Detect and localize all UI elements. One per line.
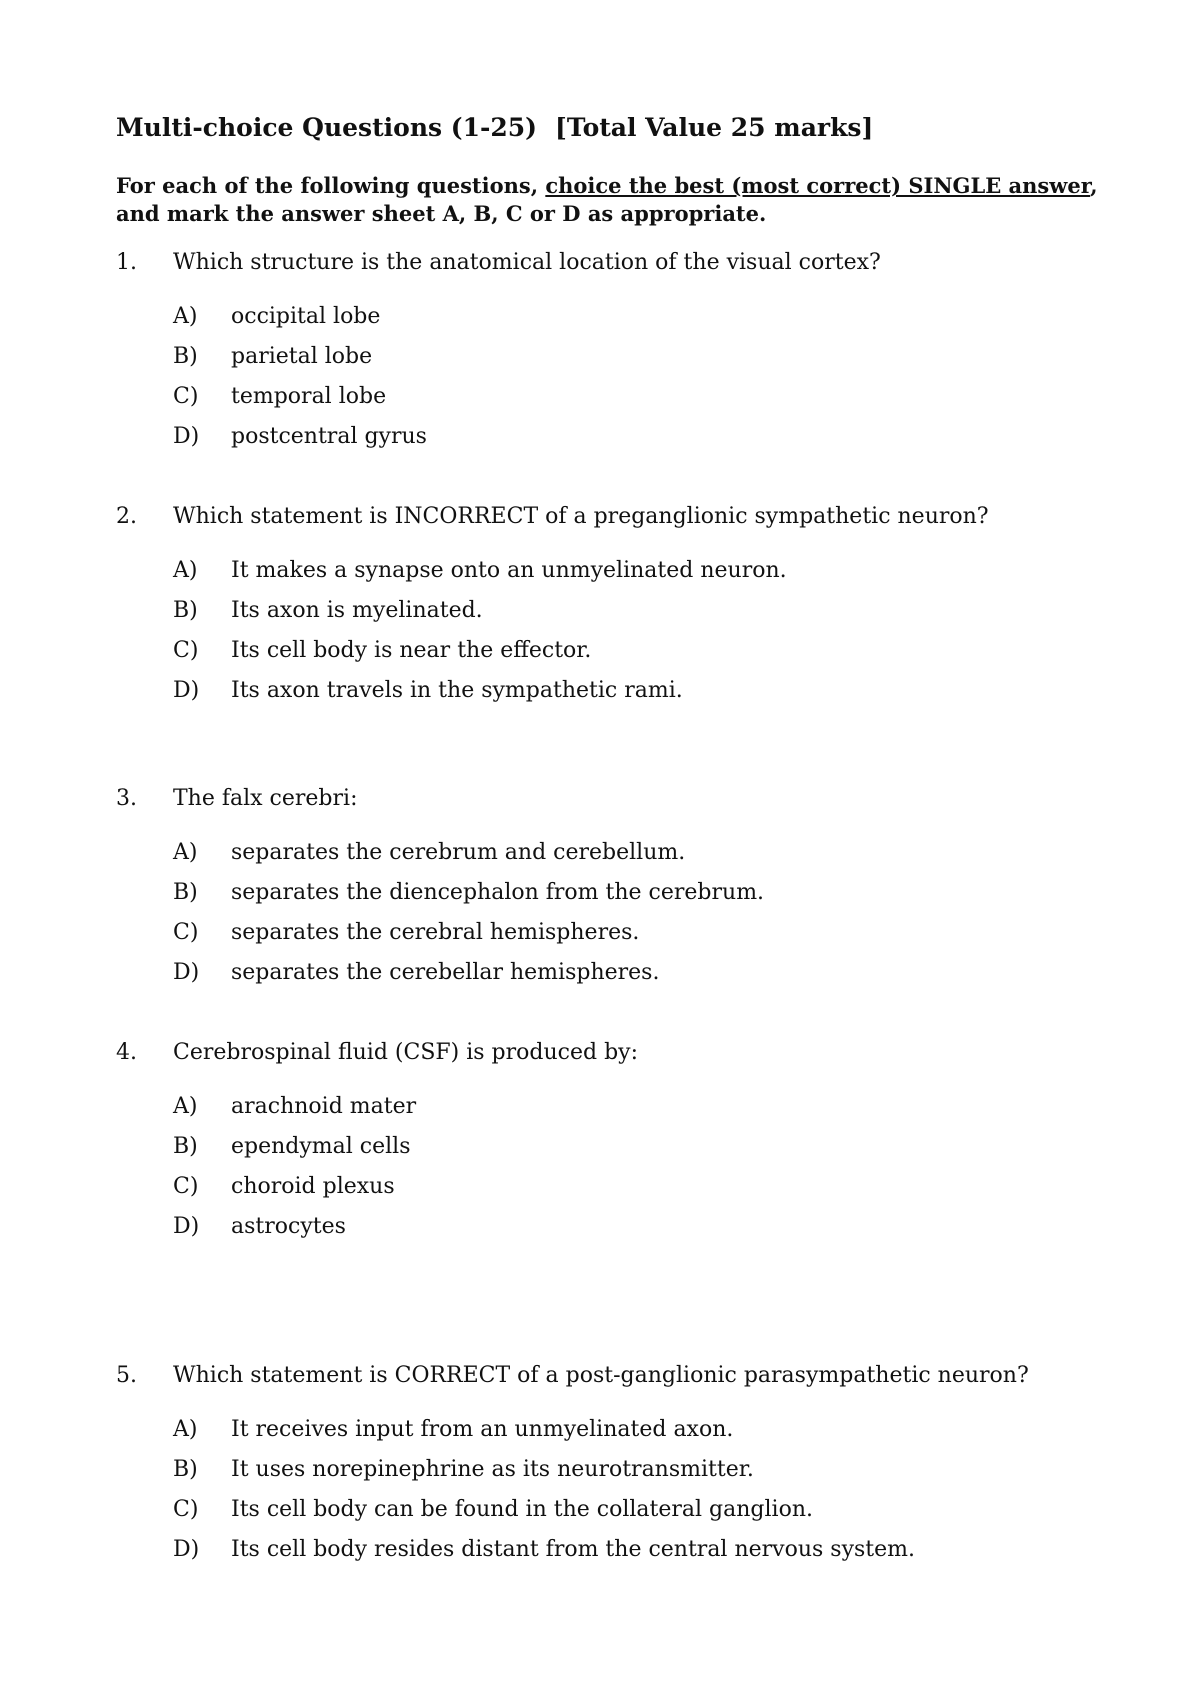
option-letter: C) <box>173 1174 199 1199</box>
question-5-option-a <box>0 1417 1200 1447</box>
question-text: Which statement is CORRECT of a post-ganglionic parasympathetic neuron? <box>173 1363 1029 1388</box>
question-4-option-b <box>0 1134 1200 1164</box>
question-3-option-b <box>0 880 1200 910</box>
option-text: arachnoid mater <box>231 1094 417 1119</box>
option-letter: C) <box>173 384 199 409</box>
option-text: It makes a synapse onto an unmyelinated neuron. <box>231 558 787 583</box>
option-letter: D) <box>173 1537 200 1562</box>
option-letter: C) <box>173 638 199 663</box>
option-text: It uses norepinephrine as its neurotransmitter. <box>231 1457 754 1482</box>
question-3-option-a <box>0 840 1200 870</box>
question-1-option-a <box>0 304 1200 334</box>
question-number: 5. <box>116 1363 137 1388</box>
question-4-option-a <box>0 1094 1200 1124</box>
question-1-option-b <box>0 344 1200 374</box>
question-3-option-c <box>0 920 1200 950</box>
option-text: separates the diencephalon from the cerebrum. <box>231 880 765 905</box>
option-text: parietal lobe <box>231 344 373 369</box>
question-text: Which statement is INCORRECT of a preganglionic sympathetic neuron? <box>173 504 989 529</box>
option-letter: D) <box>173 1214 200 1239</box>
option-text: temporal lobe <box>231 384 387 409</box>
option-text: Its cell body is near the effector. <box>231 638 592 663</box>
option-letter: D) <box>173 424 200 449</box>
question-number: 2. <box>116 504 137 529</box>
option-letter: A) <box>173 304 198 329</box>
question-text: The falx cerebri: <box>173 786 358 811</box>
option-letter: C) <box>173 920 199 945</box>
option-letter: B) <box>173 880 198 905</box>
instructions-trail: , and mark the answer sheet A, B, C or D as appropriate. <box>116 173 1098 226</box>
question-2-option-c <box>0 638 1200 668</box>
option-text: ependymal cells <box>231 1134 411 1159</box>
option-text: Its axon travels in the sympathetic rami. <box>231 678 683 703</box>
question-4-option-c <box>0 1174 1200 1204</box>
question-1-option-c <box>0 384 1200 414</box>
question-5-option-b <box>0 1457 1200 1487</box>
instructions <box>116 172 1116 228</box>
option-text: postcentral gyrus <box>231 424 427 449</box>
question-text: Cerebrospinal fluid (CSF) is produced by: <box>173 1040 638 1065</box>
question-text: Which structure is the anatomical location of the visual cortex? <box>173 250 881 275</box>
question-5-option-c <box>0 1497 1200 1527</box>
option-letter: B) <box>173 344 198 369</box>
total-value: [Total Value 25 marks] <box>555 113 874 142</box>
option-letter: A) <box>173 1417 198 1442</box>
option-text: astrocytes <box>231 1214 346 1239</box>
option-letter: B) <box>173 598 198 623</box>
option-text: separates the cerebrum and cerebellum. <box>231 840 686 865</box>
question-1-option-d <box>0 424 1200 454</box>
instructions-lead: For each of the following questions, <box>116 173 546 198</box>
question-number: 3. <box>116 786 137 811</box>
option-letter: A) <box>173 558 198 583</box>
question-5-option-d <box>0 1537 1200 1567</box>
question-number: 4. <box>116 1040 137 1065</box>
page-title <box>116 113 873 142</box>
option-text: Its axon is myelinated. <box>231 598 483 623</box>
option-text: separates the cerebellar hemispheres. <box>231 960 660 985</box>
option-text: occipital lobe <box>231 304 381 329</box>
option-text: choroid plexus <box>231 1174 395 1199</box>
question-3-option-d <box>0 960 1200 990</box>
option-letter: A) <box>173 1094 198 1119</box>
option-letter: A) <box>173 840 198 865</box>
option-letter: D) <box>173 678 200 703</box>
option-letter: D) <box>173 960 200 985</box>
option-letter: C) <box>173 1497 199 1522</box>
option-letter: B) <box>173 1134 198 1159</box>
option-letter: B) <box>173 1457 198 1482</box>
question-2-option-d <box>0 678 1200 708</box>
question-2-option-b <box>0 598 1200 628</box>
option-text: separates the cerebral hemispheres. <box>231 920 640 945</box>
question-number: 1. <box>116 250 137 275</box>
section-title: Multi-choice Questions (1-25) <box>116 113 537 142</box>
instructions-emphasis: choice the best (most correct) SINGLE answer <box>545 173 1091 198</box>
question-2-option-a <box>0 558 1200 588</box>
option-text: Its cell body can be found in the collateral ganglion. <box>231 1497 813 1522</box>
option-text: Its cell body resides distant from the central nervous system. <box>231 1537 916 1562</box>
question-4-option-d <box>0 1214 1200 1244</box>
option-text: It receives input from an unmyelinated axon. <box>231 1417 734 1442</box>
